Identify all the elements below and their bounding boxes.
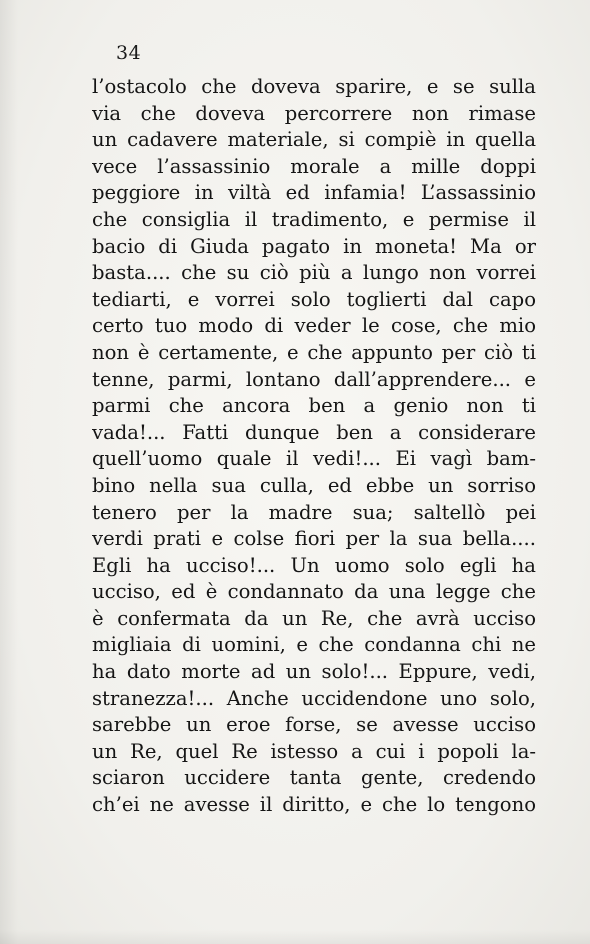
page-bottom-edge	[0, 930, 590, 944]
text-line: stranezza!... Anche uccidendone uno solo,	[92, 686, 536, 710]
body-text	[92, 74, 536, 819]
text-line: basta.... che su ciò più a lungo non vorrei	[92, 261, 536, 285]
text-line: tediarti, e vorrei solo toglierti dal capo	[92, 287, 536, 311]
page-fold-shadow	[0, 0, 18, 944]
text-line: sciaron uccidere tanta gente, credendo	[92, 766, 536, 790]
text-line: migliaia di uomini, e che condanna chi ne	[92, 633, 536, 657]
text-line: tenero per la madre sua; saltellò pei	[92, 500, 536, 524]
text-line: tenne, parmi, lontano dall’apprendere... e	[92, 367, 536, 391]
text-line: verdi prati e colse fiori per la sua bella....	[92, 527, 536, 551]
text-line: quell’uomo quale il vedi!... Ei vagì bam-	[92, 447, 536, 471]
text-line: sarebbe un eroe forse, se avesse ucciso	[92, 713, 536, 737]
text-line: bacio di Giuda pagato in moneta! Ma or	[92, 234, 536, 258]
text-line: parmi che ancora ben a genio non ti	[92, 394, 536, 418]
text-line: è confermata da un Re, che avrà ucciso	[92, 606, 536, 630]
text-line: Egli ha ucciso!... Un uomo solo egli ha	[92, 553, 536, 577]
text-line: che consiglia il tradimento, e permise il	[92, 207, 536, 231]
text-line: ucciso, ed è condannato da una legge che	[92, 580, 536, 604]
text-line: non è certamente, e che appunto per ciò ti	[92, 340, 536, 364]
text-line: un cadavere materiale, si compiè in quella	[92, 128, 536, 152]
text-line: vece l’assassinio morale a mille doppi	[92, 154, 536, 178]
text-line: un Re, quel Re istesso a cui i popoli la-	[92, 739, 536, 763]
page-number: 34	[116, 42, 142, 64]
text-line: peggiore in viltà ed infamia! L’assassinio	[92, 181, 536, 205]
text-line: certo tuo modo di veder le cose, che mio	[92, 314, 536, 338]
text-line: ha dato morte ad un solo!... Eppure, vedi,	[92, 660, 536, 684]
text-line: bino nella sua culla, ed ebbe un sorriso	[92, 473, 536, 497]
text-line: via che doveva percorrere non rimase	[92, 101, 536, 125]
text-line: l’ostacolo che doveva sparire, e se sulla	[92, 75, 536, 98]
text-line: vada!... Fatti dunque ben a considerare	[92, 420, 536, 444]
text-line: ch’ei ne avesse il diritto, e che lo tengono	[92, 793, 536, 817]
